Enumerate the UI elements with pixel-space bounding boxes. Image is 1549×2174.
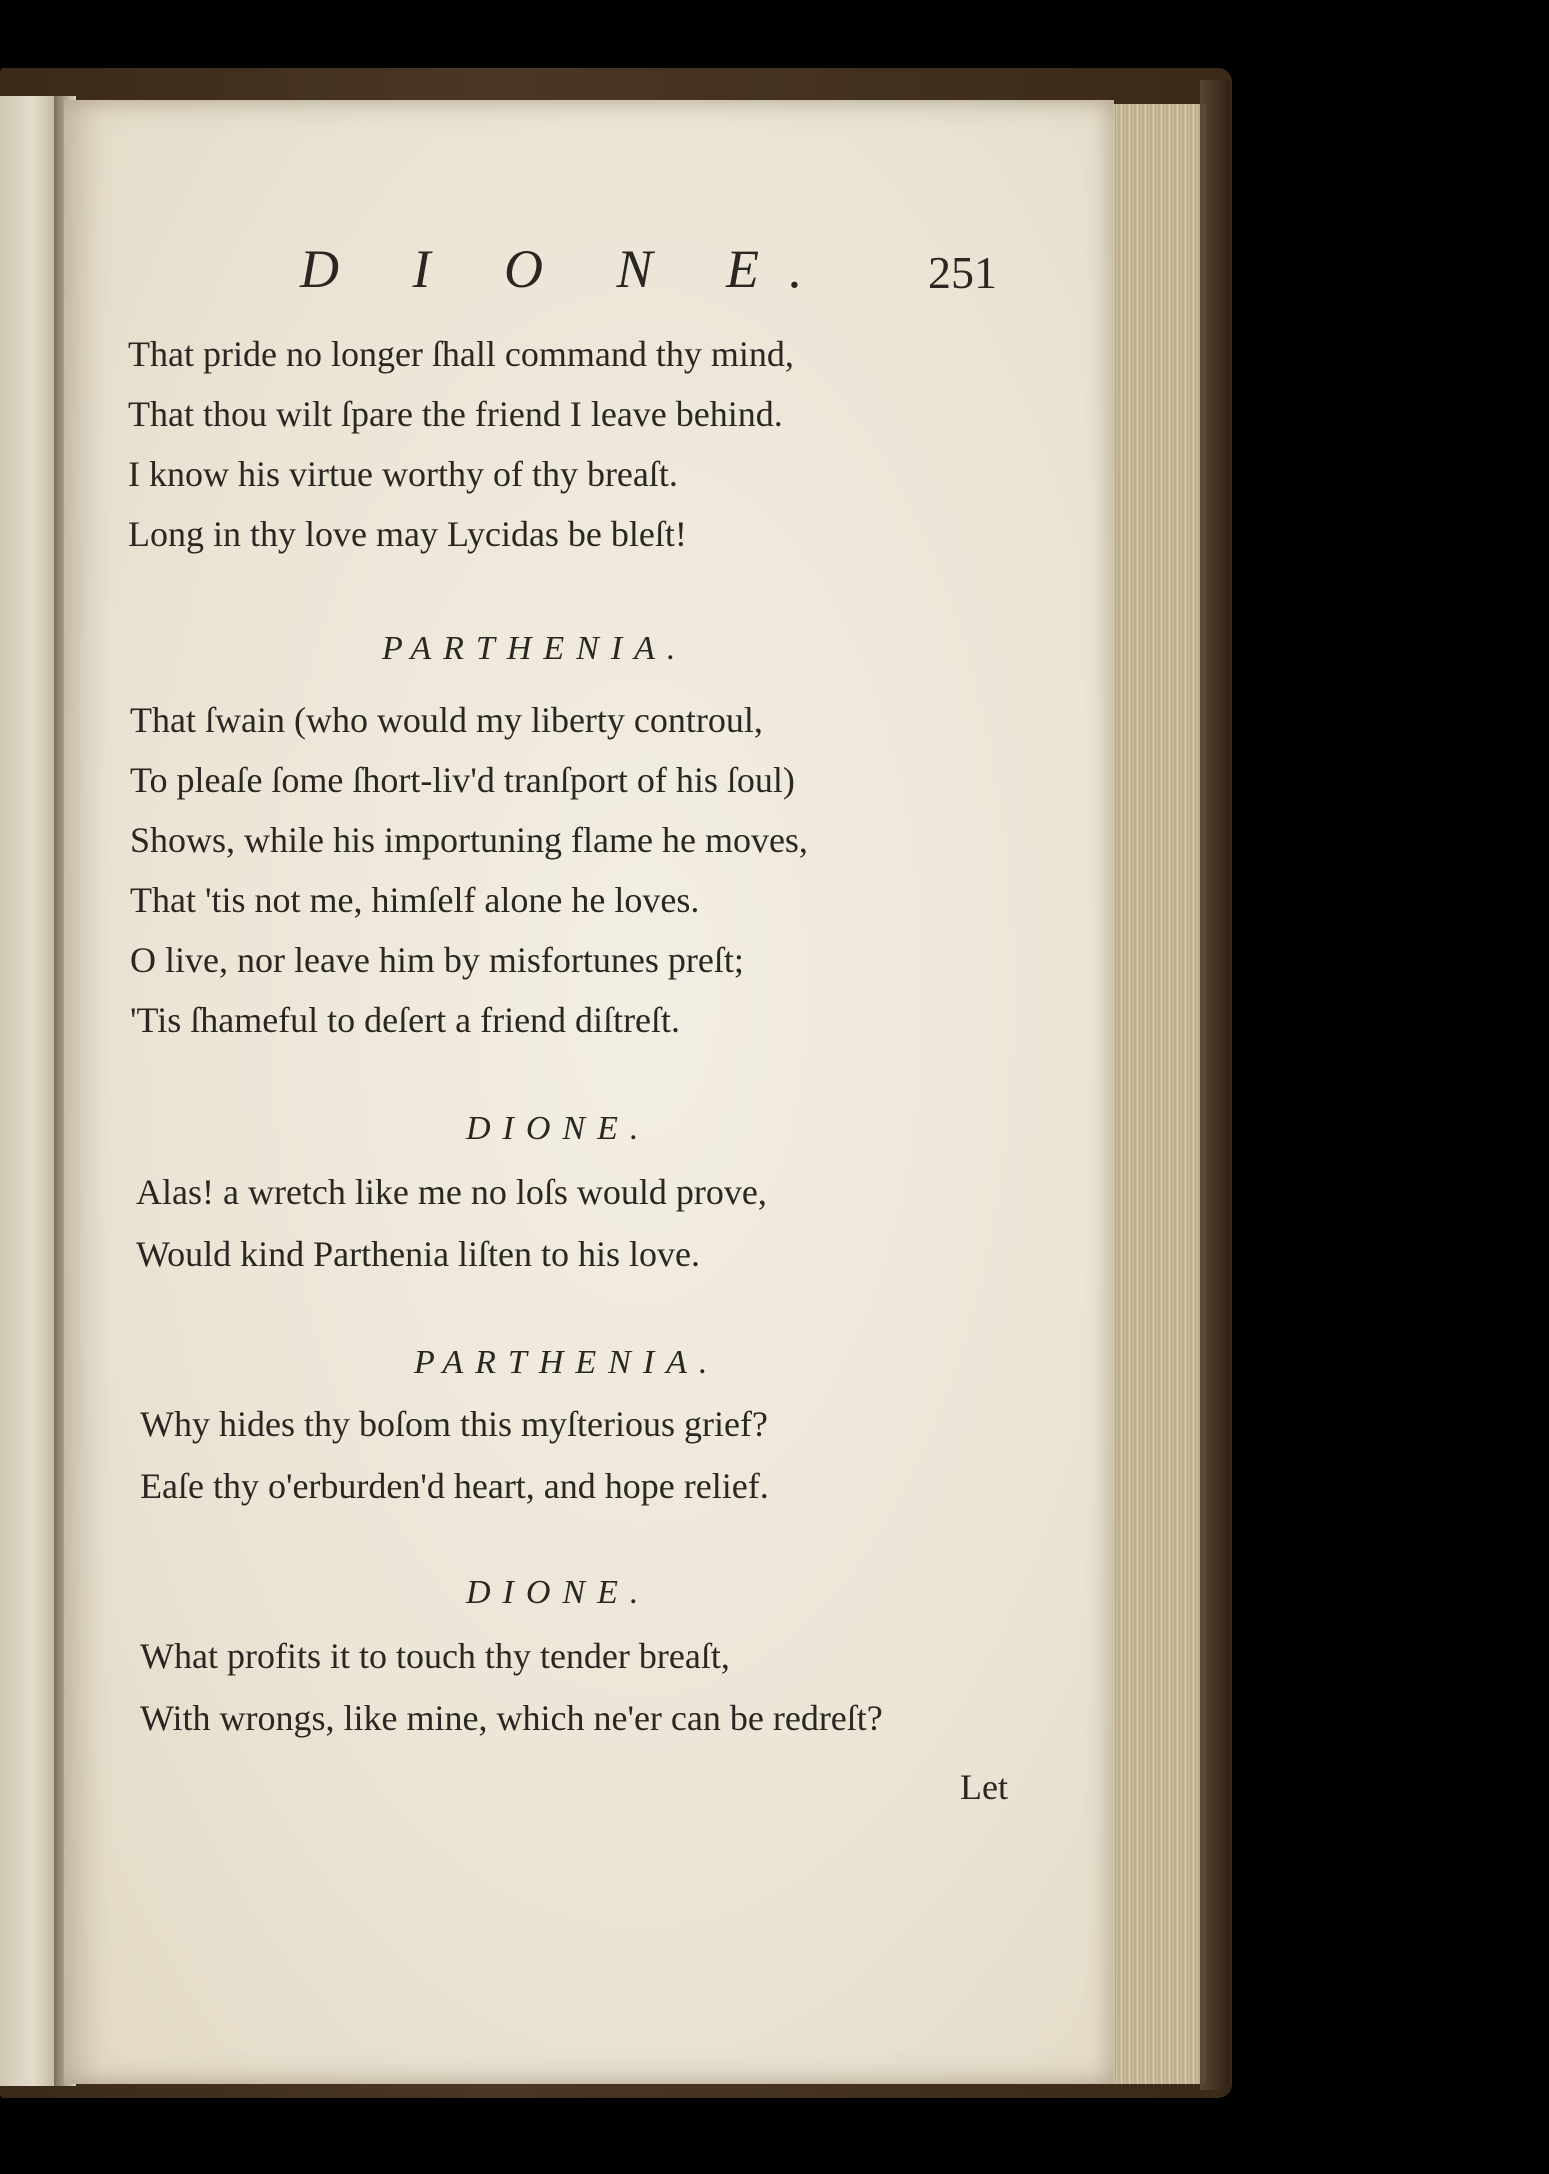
facing-page-edge — [0, 96, 60, 2086]
page-number: 251 — [928, 247, 997, 298]
speaker-name: DIONE. — [466, 1110, 651, 1147]
page-fore-edge — [1108, 104, 1206, 2084]
speaker-name: PARTHENIA. — [414, 1344, 720, 1381]
speaker-name: PARTHENIA. — [382, 630, 688, 667]
verse-line: That pride no longer ſhall command thy mind, — [128, 334, 794, 374]
verse-line: Would kind Parthenia liſten to his love. — [136, 1234, 701, 1274]
verse-line: That thou wilt ſpare the friend I leave behind. — [128, 394, 783, 434]
verse-line: O live, nor leave him by misfortunes preſt; — [130, 940, 744, 980]
verse-line: Alas! a wretch like me no loſs would prove, — [136, 1172, 767, 1212]
running-head: D I O N E. — [300, 239, 833, 299]
verse-line: Why hides thy boſom this myſterious grief? — [140, 1404, 768, 1444]
speaker-name: DIONE. — [466, 1574, 651, 1611]
verse-line: To pleaſe ſome ſhort-liv'd tranſport of his ſoul) — [130, 760, 795, 800]
verse-line: With wrongs, like mine, which ne'er can be redreſt? — [140, 1698, 883, 1738]
verse-line: Long in thy love may Lycidas be bleſt! — [128, 514, 687, 554]
catchword: Let — [960, 1767, 1008, 1807]
verse-line: That ſwain (who would my liberty controul, — [130, 700, 763, 740]
verse-line: That 'tis not me, himſelf alone he loves. — [130, 880, 700, 920]
verse-line: Eaſe thy o'erburden'd heart, and hope relief. — [140, 1466, 769, 1506]
verse-line: What profits it to touch thy tender breaſt, — [140, 1636, 730, 1676]
verse-line: Shows, while his importuning flame he moves, — [130, 820, 808, 860]
verse-line: I know his virtue worthy of thy breaſt. — [128, 454, 678, 494]
verse-line: 'Tis ſhameful to deſert a friend diſtreſt. — [130, 1000, 681, 1040]
